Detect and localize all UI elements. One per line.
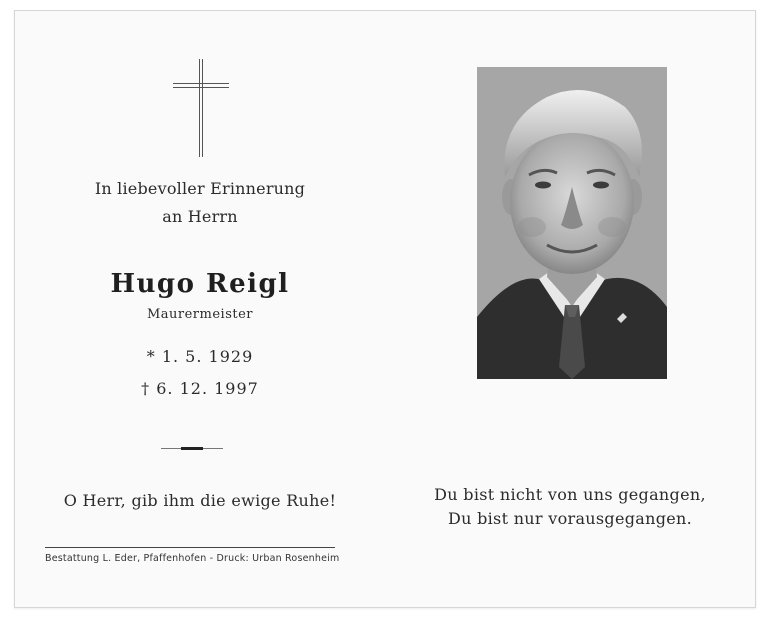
cross-icon — [173, 59, 229, 159]
prayer-text: O Herr, gib ihm die ewige Ruhe! — [63, 491, 337, 510]
footer-rule — [45, 547, 335, 548]
birth-date: * 1. 5. 1929 — [146, 347, 254, 366]
left-panel — [15, 11, 385, 607]
profession: Maurermeister — [146, 307, 254, 322]
deceased-name: Hugo Reigl — [110, 269, 290, 299]
memorial-card — [14, 10, 756, 608]
ornament-divider — [161, 447, 223, 449]
portrait-illustration — [477, 67, 667, 379]
right-panel — [385, 11, 755, 607]
printer-credit: Bestattung L. Eder, Pfaffenhofen - Druck: Urban Rosenheim — [45, 553, 340, 564]
death-date: † 6. 12. 1997 — [141, 379, 259, 398]
quote-line-1: Du bist nicht von uns gegangen, — [434, 485, 706, 504]
memory-line-2: an Herrn — [162, 207, 238, 226]
memory-line-1: In liebevoller Erinnerung — [94, 179, 306, 198]
quote-line-2: Du bist nur vorausgegangen. — [447, 509, 693, 528]
portrait-photo — [477, 67, 667, 379]
